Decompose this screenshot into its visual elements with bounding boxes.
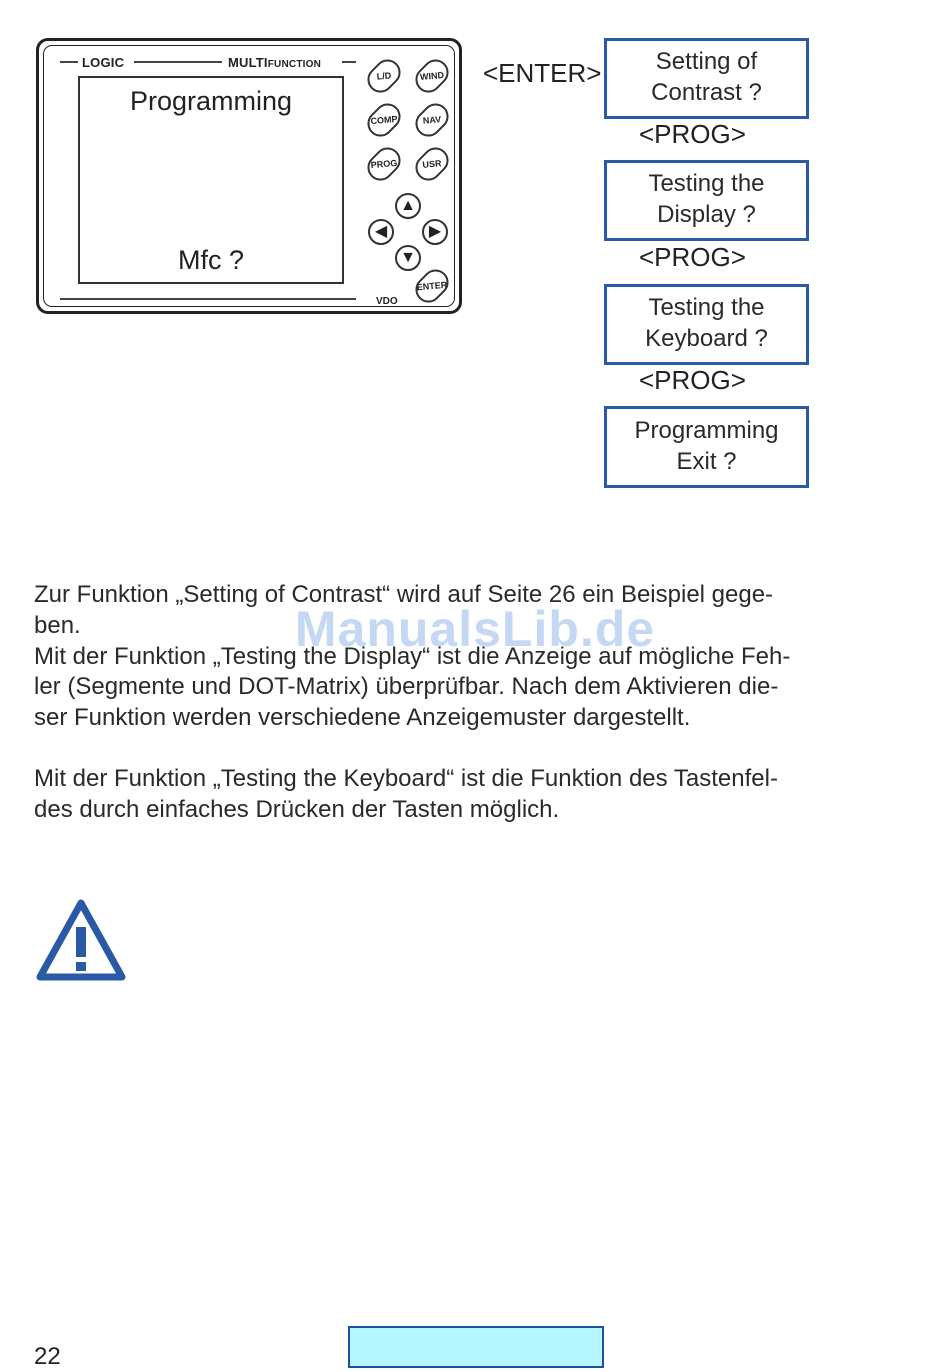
screen-prompt: Mfc ? [177, 245, 244, 275]
flow-box-exit: Programming Exit ? [604, 406, 809, 488]
prog-label: <PROG> [639, 365, 746, 395]
screen-title: Programming [129, 86, 293, 116]
device-frame [43, 45, 455, 307]
brand-multifunction: MULTIFUNCTION [228, 55, 322, 70]
prog-label: <PROG> [639, 242, 746, 272]
brand-line [342, 61, 356, 63]
enter-key[interactable]: ENTER [410, 264, 454, 308]
ld-key[interactable]: L/D [362, 54, 406, 98]
page-number: 22 [34, 1343, 61, 1370]
flow-box-contrast: Setting of Contrast ? [604, 38, 809, 119]
prog-key[interactable]: PROG [362, 142, 406, 186]
device-illustration [36, 38, 462, 314]
device-screen [78, 76, 344, 284]
comp-key[interactable]: COMP [362, 98, 406, 142]
brand-line [134, 61, 222, 63]
flow-box-keyboard: Testing the Keyboard ? [604, 284, 809, 365]
paragraph-display: Zur Funktion „Setting of Contrast“ wird auf Seite 26 ein Beispiel gege- ben. Mit der Funktion „Testing the Display“ ist die Anzeige auf mögliche Feh- ler (Segmente und DOT-Matrix) überprüfbar. Nach dem Aktivieren die- ser Funktion werden verschiedene Anzeigemuster dargestellt. [34, 581, 791, 732]
brand-logic: LOGIC [82, 55, 125, 70]
arrow-up-icon[interactable]: ▲ [395, 193, 421, 219]
wind-key[interactable]: WIND [410, 54, 454, 98]
arrow-down-icon[interactable]: ▼ [395, 245, 421, 271]
brand-line [60, 61, 78, 63]
footer-bar [348, 1326, 604, 1368]
warning-triangle-icon [34, 897, 128, 985]
maker-logo: VDO [376, 296, 398, 307]
usr-key[interactable]: USR [410, 142, 454, 186]
enter-label: <ENTER> [483, 58, 602, 88]
flow-box-display: Testing the Display ? [604, 160, 809, 241]
arrow-right-icon[interactable]: ▶ [422, 219, 448, 245]
watermark: ManualsLib.de [294, 601, 656, 657]
paragraph-keyboard: Mit der Funktion „Testing the Keyboard“ ist die Funktion des Tastenfel- des durch einfaches Drücken der Tasten möglich. [34, 765, 778, 823]
prog-label: <PROG> [639, 119, 746, 149]
bottom-line [60, 298, 356, 300]
nav-key[interactable]: NAV [410, 98, 454, 142]
arrow-left-icon[interactable]: ◀ [368, 219, 394, 245]
